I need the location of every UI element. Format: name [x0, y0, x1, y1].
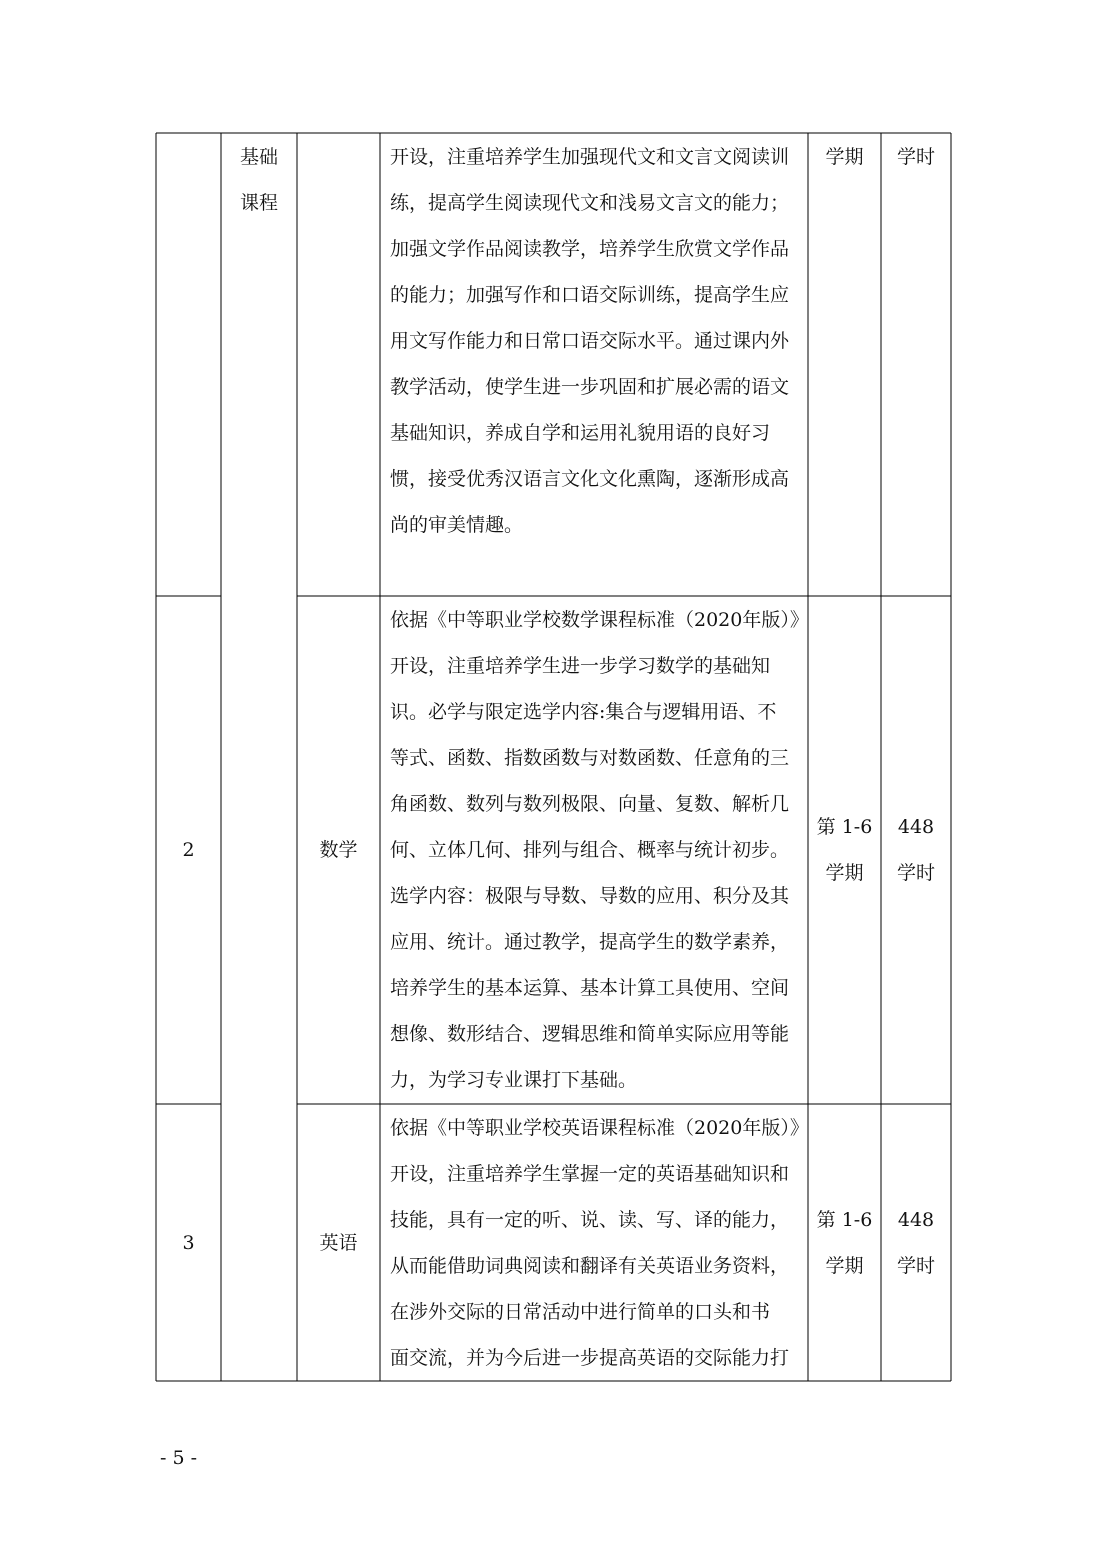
description-cell-row3	[390, 1105, 809, 1381]
hours-line: 448	[897, 816, 935, 838]
course-name: 英语	[319, 1232, 358, 1254]
description-line: 加强文学作品阅读教学，培养学生欣赏文学作品	[390, 238, 790, 260]
description-line: 角函数、数列与数列极限、向量、复数、解析几	[390, 793, 790, 815]
term-line: 学期	[825, 1255, 864, 1277]
hours-cell-row1	[881, 134, 951, 180]
category-line: 基础	[239, 146, 278, 168]
description-line: 教学活动，使学生进一步巩固和扩展必需的语文	[390, 376, 790, 398]
description-line: 选学内容：极限与导数、导数的应用、积分及其	[390, 885, 790, 907]
hours-line: 448	[897, 1209, 935, 1231]
description-line: 何、立体几何、排列与组合、概率与统计初步。	[390, 839, 790, 861]
description-line: 开设，注重培养学生加强现代文和文言文阅读训	[390, 146, 790, 168]
category-cell	[221, 134, 297, 226]
description-line: 基础知识，养成自学和运用礼貌用语的良好习	[390, 422, 771, 444]
description-line: 依据《中等职业学校英语课程标准（2020年版）》	[390, 1117, 809, 1139]
description-line: 用文写作能力和日常口语交际水平。通过课内外	[390, 330, 790, 352]
description-cell-row2	[390, 597, 809, 1103]
description-line: 从而能借助词典阅读和翻译有关英语业务资料，	[390, 1255, 790, 1277]
row-number-2	[156, 827, 221, 873]
course-name-english	[297, 1220, 380, 1266]
term-cell-row1	[808, 134, 881, 180]
description-line: 面交流，并为今后进一步提高英语的交际能力打	[390, 1347, 790, 1369]
hours-line: 学时	[896, 1255, 935, 1277]
term-line: 第 1-6	[816, 1209, 873, 1231]
course-name: 数学	[319, 839, 358, 861]
hours-cell-row3	[881, 1197, 951, 1289]
term-line: 学期	[825, 146, 864, 168]
course-name-math	[297, 827, 380, 873]
description-line: 依据《中等职业学校数学课程标准（2020年版）》	[390, 609, 809, 631]
hours-line: 学时	[896, 146, 935, 168]
description-line: 应用、统计。通过教学，提高学生的数学素养，	[390, 931, 790, 953]
hours-line: 学时	[896, 862, 935, 884]
term-line: 学期	[825, 862, 864, 884]
description-line: 练，提高学生阅读现代文和浅易文言文的能力；	[390, 192, 790, 214]
term-cell-row2	[808, 804, 881, 896]
term-cell-row3	[808, 1197, 881, 1289]
description-line: 等式、函数、指数函数与对数函数、任意角的三	[390, 747, 790, 769]
hours-cell-row2	[881, 804, 951, 896]
description-line: 在涉外交际的日常活动中进行简单的口头和书	[390, 1301, 771, 1323]
description-line: 开设，注重培养学生进一步学习数学的基础知	[390, 655, 771, 677]
description-line: 识。必学与限定选学内容:集合与逻辑用语、不	[390, 701, 777, 723]
description-line: 培养学生的基本运算、基本计算工具使用、空间	[390, 977, 790, 999]
description-line: 尚的审美情趣。	[390, 514, 524, 536]
description-line: 想像、数形结合、逻辑思维和简单实际应用等能	[390, 1023, 790, 1045]
description-line: 的能力；加强写作和口语交际训练，提高学生应	[390, 284, 790, 306]
description-line: 技能，具有一定的听、说、读、写、译的能力，	[390, 1209, 790, 1231]
term-line: 第 1-6	[816, 816, 873, 838]
category-line: 课程	[239, 192, 278, 214]
row-number: 2	[182, 839, 195, 861]
row-number-3	[156, 1220, 221, 1266]
description-cell-row1	[390, 134, 800, 548]
description-line: 惯，接受优秀汉语言文化文化熏陶，逐渐形成高	[390, 468, 790, 490]
description-line: 力，为学习专业课打下基础。	[390, 1069, 638, 1091]
page-number: - 5 -	[160, 1447, 198, 1469]
description-line: 开设，注重培养学生掌握一定的英语基础知识和	[390, 1163, 790, 1185]
row-number: 3	[182, 1232, 195, 1254]
